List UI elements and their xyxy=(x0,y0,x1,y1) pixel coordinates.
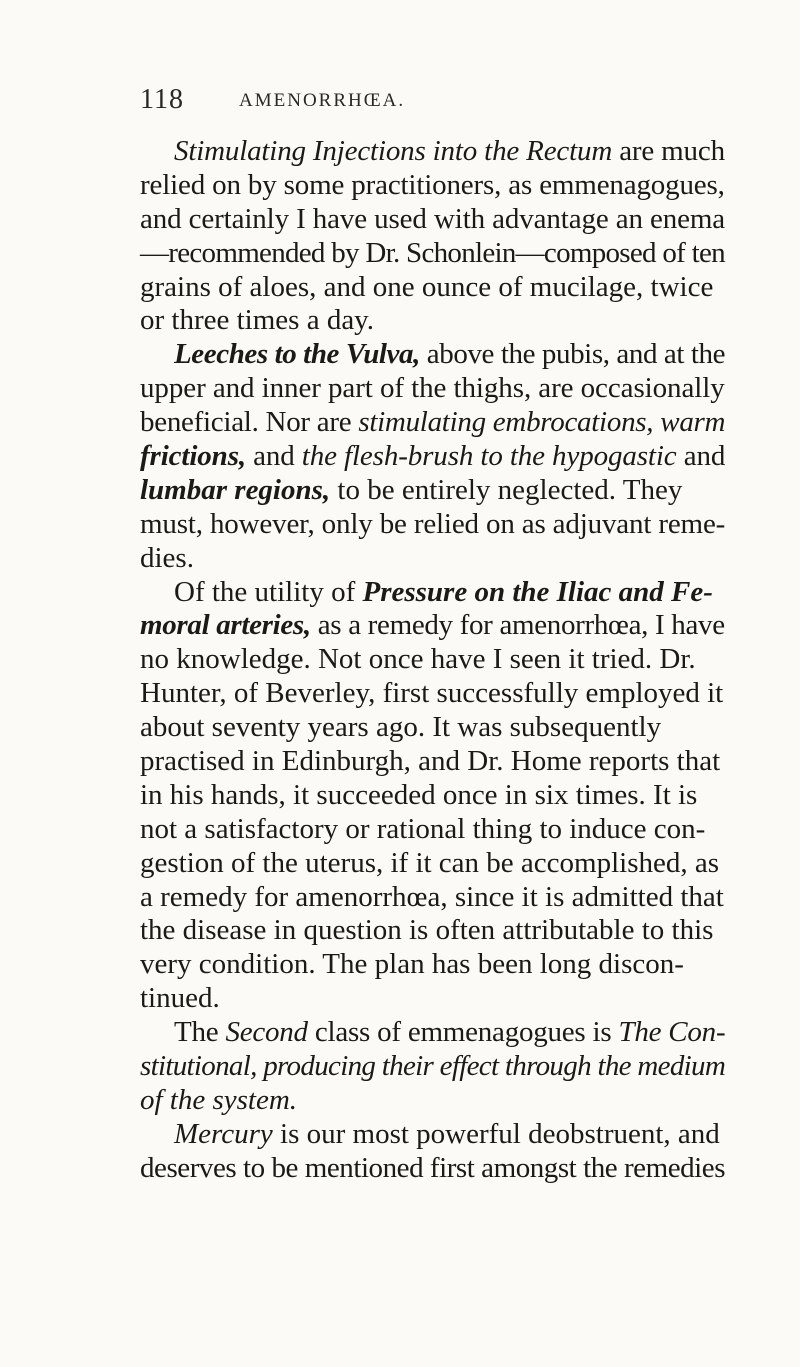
text-line: beneficial. Nor are stimulating embrocations, warm xyxy=(140,406,726,439)
text-line: tinued. xyxy=(140,982,220,1015)
text-line: moral arteries, as a remedy for amenorrhœa, I have xyxy=(140,609,725,642)
text-line: Mercury is our most powerful deobstruent, and xyxy=(174,1117,720,1150)
text-line: gestion of the uterus, if it can be accomplished, as xyxy=(140,846,720,879)
text-line: —recommended by Dr. Schonlein—composed of ten xyxy=(140,236,725,269)
body-text xyxy=(140,135,725,1186)
text-line: about seventy years ago. It was subsequently xyxy=(140,711,662,744)
text-line: Hunter, of Beverley, first successfully employed it xyxy=(140,677,724,710)
text-line: The Second class of emmenagogues is The Con- xyxy=(174,1016,726,1049)
text-line: lumbar regions, to be entirely neglected. They xyxy=(140,473,683,506)
text-line: or three times a day. xyxy=(140,304,375,337)
text-line: and certainly I have used with advantage an enema xyxy=(140,202,726,235)
text-line: a remedy for amenorrhœa, since it is admitted that xyxy=(140,880,724,913)
running-head: AMENORRHŒA. xyxy=(239,90,406,111)
page-number: 118 xyxy=(140,84,184,115)
text-line: Of the utility of Pressure on the Iliac and Fe- xyxy=(174,575,713,608)
text-line: no knowledge. Not once have I seen it tried. Dr. xyxy=(140,643,696,676)
text-line: in his hands, it succeeded once in six times. It is xyxy=(140,778,698,811)
text-line: relied on by some practitioners, as emmenagogues, xyxy=(140,168,725,201)
text-line: Stimulating Injections into the Rectum are much xyxy=(174,135,725,167)
text-line: frictions, and the flesh-brush to the hypogastic and xyxy=(140,440,726,473)
text-line: Leeches to the Vulva, above the pubis, and at the xyxy=(174,338,726,371)
page-header xyxy=(0,0,800,120)
text-line: dies. xyxy=(140,541,194,574)
text-line: not a satisfactory or rational thing to induce con- xyxy=(140,812,706,845)
text-line: the disease in question is often attributable to this xyxy=(140,914,714,947)
text-line: deserves to be mentioned first amongst the remedies xyxy=(140,1151,726,1184)
text-line: practised in Edinburgh, and Dr. Home reports that xyxy=(140,745,721,778)
text-line: upper and inner part of the thighs, are occasionally xyxy=(140,372,725,405)
text-line: must, however, only be relied on as adjuvant reme- xyxy=(140,507,726,540)
text-line: stitutional, producing their effect through the medium xyxy=(140,1050,726,1083)
text-line: very condition. The plan has been long discon- xyxy=(140,948,684,981)
text-line: of the system. xyxy=(140,1083,298,1116)
text-line: grains of aloes, and one ounce of mucilage, twice xyxy=(140,270,714,303)
